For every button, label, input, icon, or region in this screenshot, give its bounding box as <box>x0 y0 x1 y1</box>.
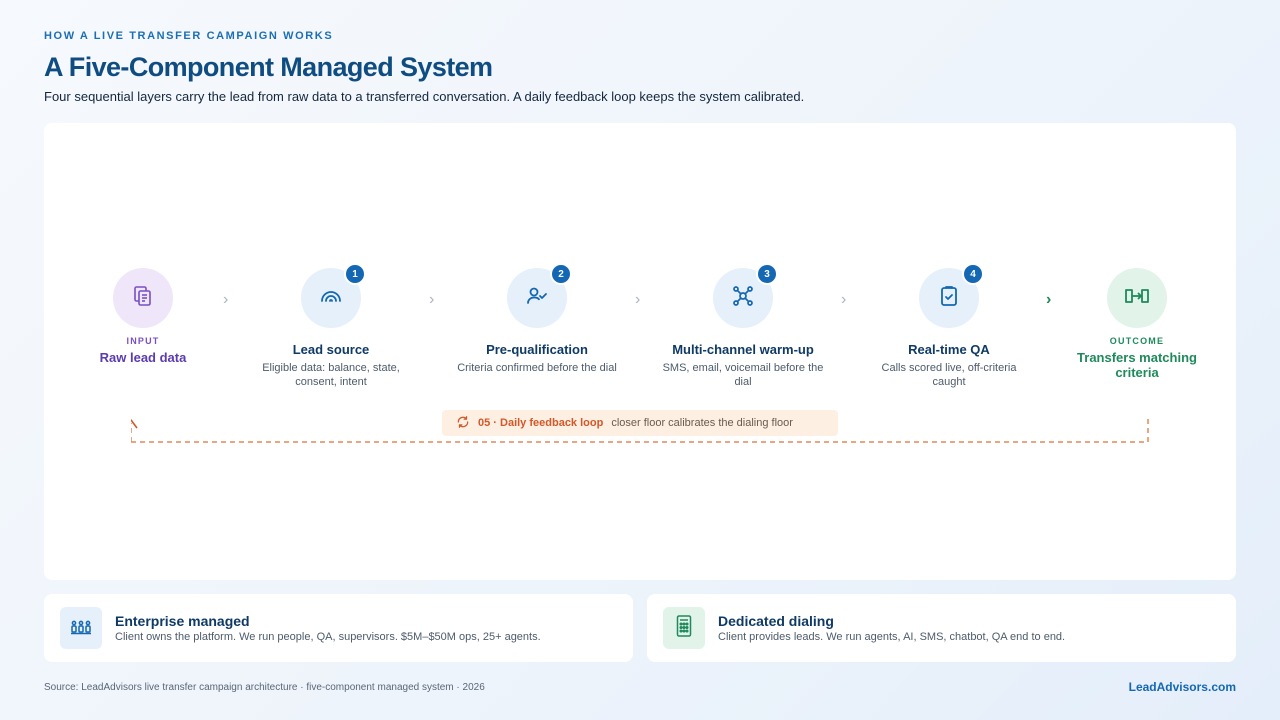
input-node <box>48 268 238 365</box>
chevron-right-icon: › <box>635 291 641 308</box>
outcome-circle <box>1107 268 1167 328</box>
outcome-tag: OUTCOME <box>1109 336 1165 346</box>
step-node-warm-up <box>648 268 838 389</box>
page-title: A Five-Component Managed System <box>44 52 493 82</box>
page-subtitle: Four sequential layers carry the lead from raw data to a transferred conversation. A daily feedback loop keeps the system calibrated. <box>44 89 805 104</box>
step-circle <box>507 268 567 328</box>
chevron-right-icon: › <box>223 291 229 308</box>
transfer-icon <box>1124 285 1150 312</box>
chevron-right-icon: › <box>429 291 435 308</box>
step-node-real-time-qa <box>854 268 1044 389</box>
card-icon-wrap <box>663 607 705 649</box>
refresh-icon <box>456 415 470 432</box>
card-title: Dedicated dialing <box>718 613 834 629</box>
card-icon-wrap <box>60 607 102 649</box>
step-desc: SMS, email, voicemail before the dial <box>662 362 824 388</box>
diagram-panel <box>44 123 1236 580</box>
step-badge: 3 <box>756 263 778 285</box>
rainbow-icon <box>319 284 343 313</box>
outcome-node <box>1042 268 1232 380</box>
card-dedicated-dialing <box>647 594 1236 662</box>
step-desc: Calls scored live, off-criteria caught <box>881 362 1017 388</box>
feedback-loop-text: closer floor calibrates the dialing floor <box>611 417 793 429</box>
step-badge: 4 <box>962 263 984 285</box>
input-tag: INPUT <box>126 336 160 346</box>
input-title: Raw lead data <box>99 350 187 365</box>
card-desc: Client provides leads. We run agents, AI, SMS, chatbot, QA end to end. <box>718 631 1066 643</box>
input-circle <box>113 268 173 328</box>
phone-icon <box>676 615 692 642</box>
user-check-icon <box>525 284 549 313</box>
step-desc: Eligible data: balance, state, consent, intent <box>262 362 400 388</box>
step-title: Lead source <box>292 342 370 357</box>
chevron-right-icon: › <box>841 291 847 308</box>
step-node-lead-source <box>236 268 426 389</box>
step-circle <box>919 268 979 328</box>
card-enterprise-managed <box>44 594 633 662</box>
outcome-title: Transfers matching criteria <box>1077 350 1197 380</box>
step-circle <box>301 268 361 328</box>
step-badge: 2 <box>550 263 572 285</box>
step-circle <box>713 268 773 328</box>
step-title: Multi-channel warm-up <box>672 342 814 357</box>
step-title: Real-time QA <box>908 342 990 357</box>
clipboard-check-icon <box>937 284 961 313</box>
source-note: Source: LeadAdvisors live transfer campaign architecture · five-component managed system · 2026 <box>44 682 485 693</box>
step-node-pre-qualification <box>442 268 632 375</box>
brand-link[interactable]: LeadAdvisors.com <box>1128 680 1236 694</box>
step-badge: 1 <box>344 263 366 285</box>
network-icon <box>731 284 755 313</box>
documents-icon <box>131 284 155 313</box>
eyebrow: HOW A LIVE TRANSFER CAMPAIGN WORKS <box>44 30 334 42</box>
feedback-loop-pill <box>442 410 838 436</box>
chevron-right-icon: › <box>1046 291 1052 308</box>
card-desc: Client owns the platform. We run people, QA, supervisors. $5M–$50M ops, 25+ agents. <box>115 631 541 643</box>
people-icon <box>70 617 92 640</box>
step-desc: Criteria confirmed before the dial <box>457 362 617 374</box>
step-title: Pre-qualification <box>486 342 588 357</box>
feedback-loop-label: 05 · Daily feedback loop <box>478 417 604 429</box>
card-title: Enterprise managed <box>115 613 250 629</box>
